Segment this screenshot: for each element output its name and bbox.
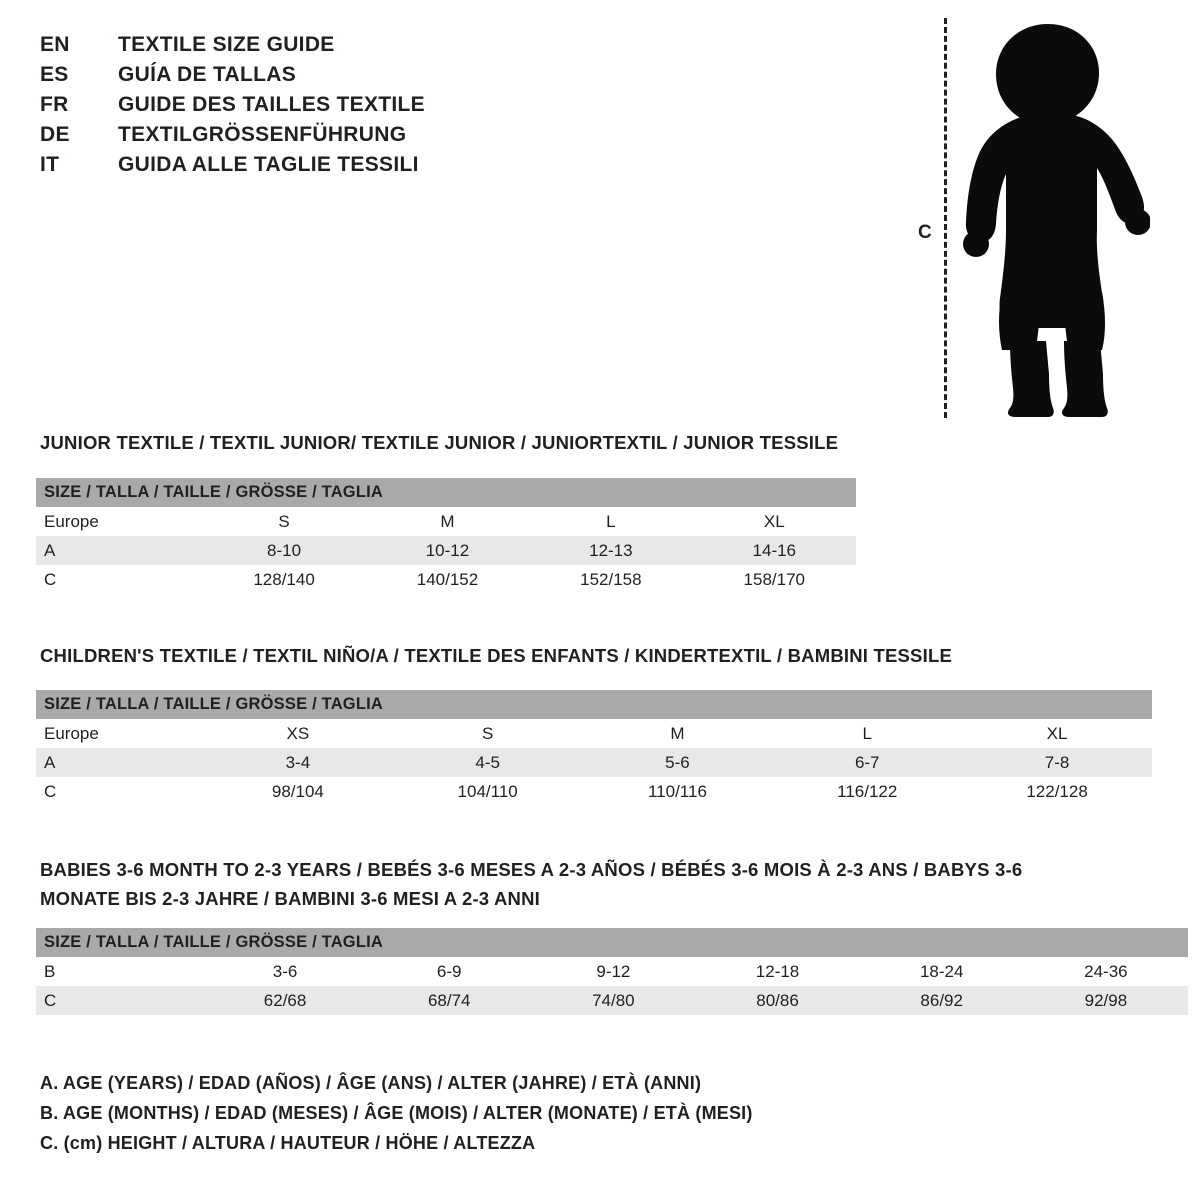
legend-block [40,1068,1040,1158]
language-title: TEXTILGRÖSSENFÜHRUNG [118,123,407,146]
row-value: 104/110 [393,777,583,806]
row-value: S [202,507,365,536]
row-value: L [772,719,962,748]
row-value: 110/116 [583,777,773,806]
row-value: 140/152 [366,565,529,594]
table-row [36,986,1188,1015]
row-value: 7-8 [962,748,1152,777]
height-measure-label: C [918,222,932,243]
language-title: GUIDA ALLE TAGLIE TESSILI [118,153,419,176]
row-value: 74/80 [531,986,695,1015]
row-label: Europe [36,507,202,536]
row-value: 4-5 [393,748,583,777]
row-value: 92/98 [1024,986,1188,1015]
child-silhouette-icon [940,16,1150,421]
row-value: 80/86 [695,986,859,1015]
row-value: 14-16 [693,536,856,565]
language-row [40,60,600,90]
language-title: GUIDE DES TAILLES TEXTILE [118,93,425,116]
row-label: C [36,565,202,594]
language-code: ES [40,63,69,86]
row-value: M [366,507,529,536]
language-header [40,30,600,180]
row-value: 158/170 [693,565,856,594]
language-code: EN [40,33,70,56]
language-code: IT [40,153,60,176]
language-code: FR [40,93,69,116]
table-row [36,565,856,594]
language-row [40,30,600,60]
table-header-row [36,928,1188,957]
table-header-row [36,478,856,507]
row-label: C [36,777,203,806]
row-value: 24-36 [1024,957,1188,986]
language-title: GUÍA DE TALLAS [118,63,297,86]
table-header-label: SIZE / TALLA / TAILLE / GRÖSSE / TAGLIA [36,690,1152,719]
table-header-label: SIZE / TALLA / TAILLE / GRÖSSE / TAGLIA [36,928,1188,957]
row-value: M [583,719,773,748]
row-value: XL [962,719,1152,748]
table-header-label: SIZE / TALLA / TAILLE / GRÖSSE / TAGLIA [36,478,856,507]
section-title-junior: JUNIOR TEXTILE / TEXTIL JUNIOR/ TEXTILE JUNIOR / JUNIORTEXTIL / JUNIOR TESSILE [40,432,839,453]
row-value: 9-12 [531,957,695,986]
legend-line-b: B. AGE (MONTHS) / EDAD (MESES) / ÂGE (MOIS) / ALTER (MONATE) / ETÀ (MESI) [40,1103,753,1123]
legend-line-a: A. AGE (YEARS) / EDAD (AÑOS) / ÂGE (ANS) / ALTER (JAHRE) / ETÀ (ANNI) [40,1073,702,1093]
language-row [40,150,600,180]
row-value: 6-9 [367,957,531,986]
language-row [40,120,600,150]
row-value: 116/122 [772,777,962,806]
language-code: DE [40,123,70,146]
junior-size-table [36,478,856,594]
language-title: TEXTILE SIZE GUIDE [118,33,335,56]
row-label: C [36,986,203,1015]
row-value: 68/74 [367,986,531,1015]
row-value: 152/158 [529,565,692,594]
row-label: A [36,748,203,777]
table-header-row [36,690,1152,719]
row-label: B [36,957,203,986]
row-value: 128/140 [202,565,365,594]
table-row [36,777,1152,806]
row-value: 3-4 [203,748,393,777]
row-value: XL [693,507,856,536]
row-value: 86/92 [860,986,1024,1015]
table-row [36,748,1152,777]
row-value: 10-12 [366,536,529,565]
babies-size-table [36,928,1188,1015]
row-label: A [36,536,202,565]
row-value: 12-18 [695,957,859,986]
row-value: 6-7 [772,748,962,777]
row-value: XS [203,719,393,748]
row-value: 5-6 [583,748,773,777]
row-value: 12-13 [529,536,692,565]
section-title-children: CHILDREN'S TEXTILE / TEXTIL NIÑO/A / TEXTILE DES ENFANTS / KINDERTEXTIL / BAMBINI TESSILE [40,645,952,666]
row-value: 122/128 [962,777,1152,806]
measurement-figure [900,10,1160,420]
row-value: L [529,507,692,536]
row-value: S [393,719,583,748]
language-row [40,90,600,120]
legend-line-c: C. (cm) HEIGHT / ALTURA / HAUTEUR / HÖHE / ALTEZZA [40,1133,536,1153]
row-value: 62/68 [203,986,367,1015]
table-row [36,536,856,565]
row-value: 18-24 [860,957,1024,986]
row-value: 8-10 [202,536,365,565]
children-size-table [36,690,1152,806]
row-value: 98/104 [203,777,393,806]
table-row [36,719,1152,748]
section-title-babies: BABIES 3-6 MONTH TO 2-3 YEARS / BEBÉS 3-6 MESES A 2-3 AÑOS / BÉBÉS 3-6 MOIS À 2-3 ANS / BABYS 3-6 MONATE BIS 2-3 JAHRE / BAMBINI 3-6 MESI A 2-3 ANNI [40,859,1023,909]
table-row [36,507,856,536]
row-value: 3-6 [203,957,367,986]
row-label: Europe [36,719,203,748]
table-row [36,957,1188,986]
